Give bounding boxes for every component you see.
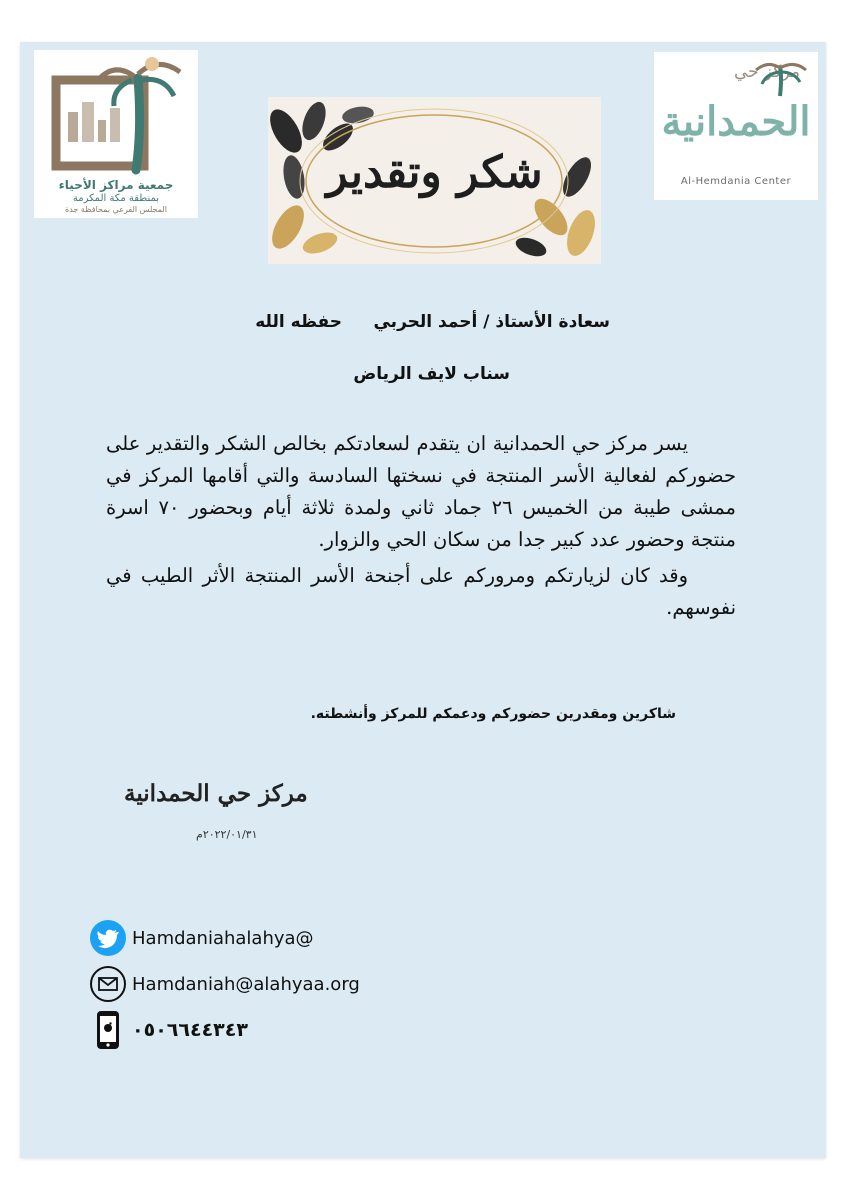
phone-contact[interactable] <box>88 1010 248 1050</box>
body-paragraph-2: وقد كان لزيارتكم ومروركم على أجنحة الأسر المنتجة الأثر الطيب في نفوسهم. <box>106 564 736 619</box>
palm-icon <box>750 60 810 100</box>
twitter-icon <box>88 918 128 958</box>
signature-name: مركز حي الحمدانية <box>124 780 308 807</box>
banner-title: شكر وتقدير <box>326 147 543 198</box>
addressee-honorific: سعادة الأستاذ / أحمد الحربي <box>373 312 610 332</box>
logo-left-line2: بمنطقة مكة المكرمة <box>72 193 160 204</box>
letter-date: ٢٠٢٢/٠١/٣١م <box>196 828 258 841</box>
logo-left-line1: جمعية مراكز الأحياء <box>58 178 174 192</box>
associations-emblem <box>34 50 198 180</box>
mail-icon <box>88 964 128 1004</box>
twitter-contact[interactable] <box>88 918 314 958</box>
addressee-organization: سناب لايف الرياض <box>353 364 510 384</box>
email-address: Hamdaniah@alahyaa.org <box>132 973 360 995</box>
twitter-handle: Hamdaniahalahya@ <box>132 927 314 949</box>
closing-line: شاكرين ومقدرين حضوركم ودعمكم للمركز وأنشطته. <box>310 706 676 722</box>
hemdania-center-logo <box>654 52 818 200</box>
logo-right-large-title: الحمدانية <box>661 98 811 145</box>
thanks-banner <box>268 97 601 264</box>
email-contact[interactable] <box>88 964 360 1004</box>
logo-right-caption: Al-Hemdania Center <box>680 176 792 187</box>
logo-right-small-title: مركز حي <box>733 62 800 82</box>
logo-left-line3: المجلس الفرعي بمحافظة جدة <box>65 205 167 214</box>
associations-logo <box>34 50 198 218</box>
body-paragraph-1: يسر مركز حي الحمدانية ان يتقدم لسعادتكم بخالص الشكر والتقدير على حضوركم لفعالية الأسر المنتجة في نسختها السادسة والتي أقامها المركز في ممشى طيبة من الخميس ٢٦ جماد ثاني ولمدة ثلاثة أيام وبحضور ٧٠ اسرة منتجة وحضور عدد كبير جدا من سكان الحي والزوار. <box>106 432 736 551</box>
letter-body <box>106 428 736 624</box>
phone-icon <box>88 1010 128 1050</box>
phone-number: ٠٥٠٦٦٤٤٣٤٣ <box>132 1019 248 1041</box>
letter-sheet <box>20 42 826 1158</box>
addressee-blessing: حفظه الله <box>255 312 342 332</box>
